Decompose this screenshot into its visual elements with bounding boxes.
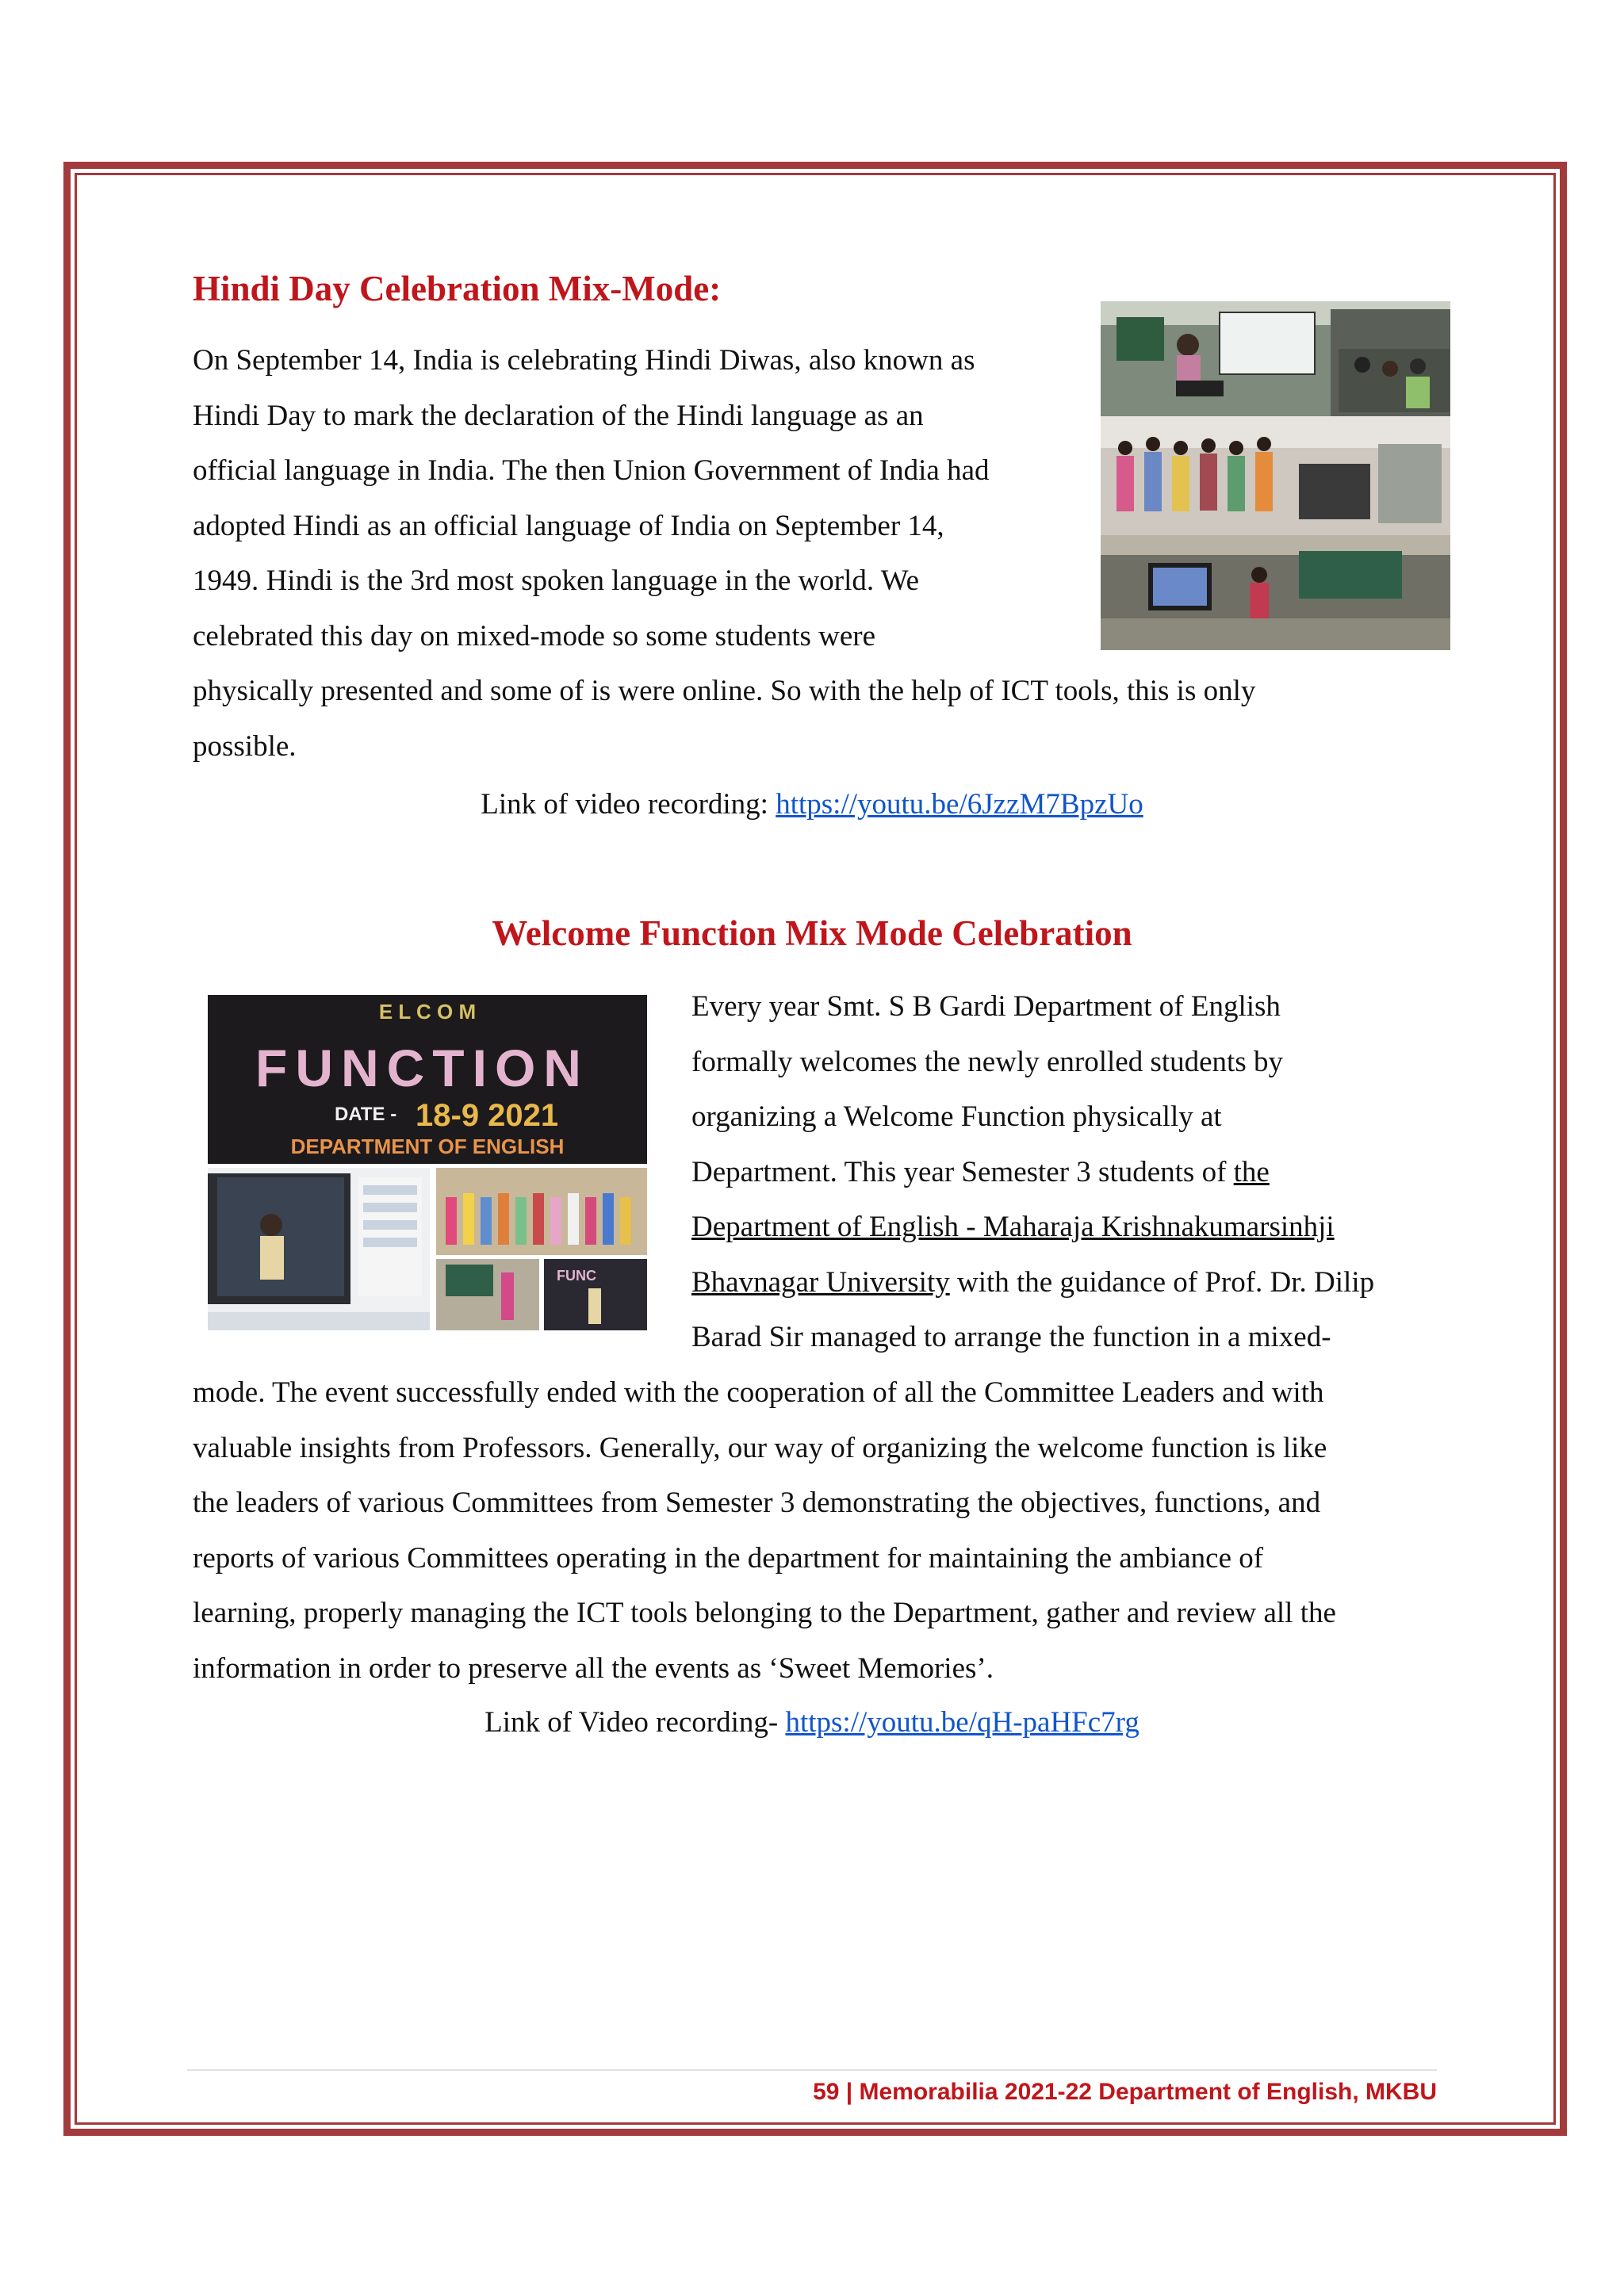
welcome-paragraph-full xyxy=(193,1365,1438,1696)
welcome-video-link[interactable]: https://youtu.be/qH-paHFc7rg xyxy=(785,1706,1139,1739)
university-link[interactable]: Department of English - Maharaja Krishnakumarsinhji xyxy=(691,1211,1335,1243)
paragraph-line: valuable insights from Professors. Generally, our way of organizing the welcome function is like xyxy=(193,1431,1327,1464)
footer-divider xyxy=(187,2069,1437,2071)
paragraph-line: Hindi Day to mark the declaration of the Hindi language as an xyxy=(193,399,924,432)
hindi-day-paragraph-bottom xyxy=(193,664,1438,774)
collage-image xyxy=(208,995,647,1330)
paragraph-line: On September 14, India is celebrating Hindi Diwas, also known as xyxy=(193,344,975,377)
video-link-label: Link of Video recording- xyxy=(485,1706,786,1739)
paragraph-line: Bhavnagar University with the guidance of Prof. Dr. Dilip xyxy=(691,1265,1375,1299)
paragraph-line: physically presented and some of is were online. So with the help of ICT tools, this is only xyxy=(193,675,1256,707)
banner-dept: DEPARTMENT OF ENGLISH xyxy=(290,1135,565,1158)
svg-text:FUNC: FUNC xyxy=(557,1268,596,1284)
paragraph-line: adopted Hindi as an official language of India on September 14, xyxy=(193,509,944,542)
banner-word: FUNCTION xyxy=(255,1039,589,1097)
welcome-video-link-line xyxy=(0,1703,1624,1743)
page-footer: 59 | Memorabilia 2021-22 Department of English, MKBU xyxy=(813,2079,1437,2105)
welcome-paragraph-right xyxy=(691,979,1438,1365)
collage-image xyxy=(1101,301,1450,650)
paragraph-line: learning, properly managing the ICT tools belonging to the Department, gather and review all the xyxy=(193,1597,1336,1629)
paragraph-line: celebrated this day on mixed-mode so some students were xyxy=(193,619,876,652)
paragraph-line: Every year Smt. S B Gardi Department of English xyxy=(691,990,1281,1023)
banner-top-letters: E L C O M xyxy=(378,1000,477,1024)
university-link[interactable]: Bhavnagar University xyxy=(691,1265,950,1299)
welcome-function-photo-collage xyxy=(208,995,647,1330)
hindi-day-paragraph-top xyxy=(193,333,1063,664)
video-link-label: Link of video recording: xyxy=(481,788,776,821)
paragraph-line: 1949. Hindi is the 3rd most spoken language in the world. We xyxy=(193,564,920,597)
banner-date: 18-9 2021 xyxy=(416,1098,559,1133)
university-link[interactable]: the xyxy=(1233,1155,1270,1188)
hindi-day-video-link[interactable]: https://youtu.be/6JzzM7BpzUo xyxy=(776,788,1143,821)
hindi-day-photo-collage xyxy=(1101,301,1450,650)
paragraph-line: information in order to preserve all the events as ‘Sweet Memories’. xyxy=(193,1651,994,1685)
hindi-day-video-link-line xyxy=(0,785,1624,825)
paragraph-line: the leaders of various Committees from Semester 3 demonstrating the objectives, functions, and xyxy=(193,1487,1321,1519)
section-title-welcome-function: Welcome Function Mix Mode Celebration xyxy=(492,913,1132,953)
banner-date-label: DATE - xyxy=(335,1104,397,1125)
section-title-hindi-day: Hindi Day Celebration Mix-Mode: xyxy=(193,269,722,308)
paragraph-line: mode. The event successfully ended with the cooperation of all the Committee Leaders and with xyxy=(193,1376,1324,1409)
paragraph-line: Department. This year Semester 3 students of the xyxy=(691,1155,1270,1188)
paragraph-line: reports of various Committees operating in the department for maintaining the ambiance of xyxy=(193,1541,1264,1575)
paragraph-line: formally welcomes the newly enrolled students by xyxy=(691,1045,1283,1078)
paragraph-line: possible. xyxy=(193,729,297,763)
paragraph-line: official language in India. The then Union Government of India had xyxy=(193,454,990,487)
paragraph-line: Barad Sir managed to arrange the function in a mixed- xyxy=(691,1321,1331,1353)
paragraph-line: organizing a Welcome Function physically at xyxy=(691,1100,1222,1133)
